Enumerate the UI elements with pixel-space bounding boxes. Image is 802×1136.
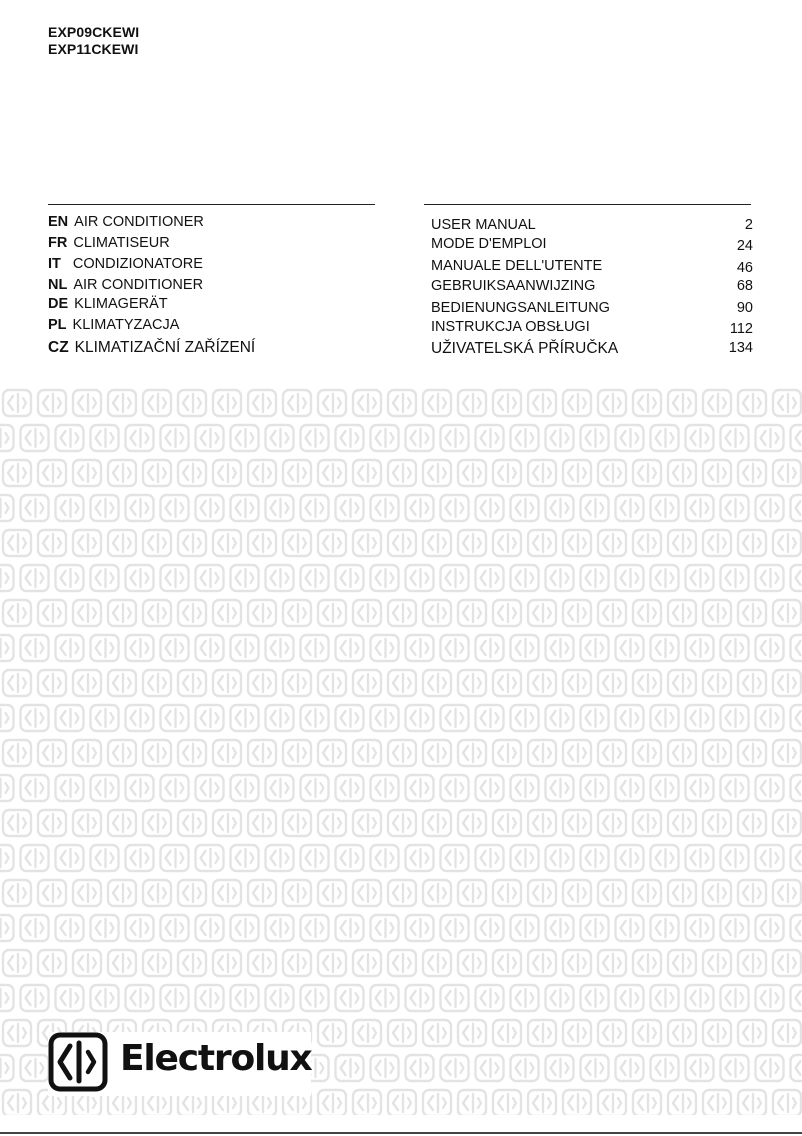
language-row: [48, 277, 203, 293]
language-row: [48, 256, 203, 272]
watermark-fill: [0, 385, 802, 1115]
brand-logo: [48, 1032, 311, 1096]
manual-title: MANUALE DELL'UTENTE: [431, 258, 603, 274]
language-code: NL: [48, 277, 68, 293]
page-number: 24: [736, 238, 753, 254]
manual-title: BEDIENUNGSANLEITUNG: [431, 300, 610, 316]
model-number: EXP09CKEWI: [48, 24, 140, 40]
model-numbers: [48, 24, 139, 58]
product-name: CONDIZIONATORE: [72, 256, 203, 272]
manual-title: UŽIVATELSKÁ PŘÍRUČKA: [431, 340, 619, 357]
divider-right: [424, 204, 751, 205]
manual-title: GEBRUIKSAANWIJZING: [431, 278, 596, 294]
language-row: [48, 339, 255, 357]
language-code: FR: [48, 235, 68, 251]
product-name: AIR CONDITIONER: [74, 214, 204, 230]
language-code: EN: [48, 214, 69, 230]
product-name: CLIMATISEUR: [73, 235, 170, 251]
divider-left: [48, 204, 375, 205]
manual-title: MODE D'EMPLOI: [431, 236, 547, 252]
language-code: IT: [48, 256, 61, 272]
model-number: EXP11CKEWI: [48, 41, 139, 57]
language-row: [48, 235, 170, 251]
language-row: [48, 317, 179, 333]
product-name: KLIMATIZAČNÍ ZAŘÍZENÍ: [74, 339, 256, 356]
bottom-edge-line: [0, 1132, 802, 1134]
language-code: DE: [48, 296, 69, 312]
manual-title: INSTRUKCJA OBSŁUGI: [431, 319, 590, 335]
language-code: PL: [48, 317, 67, 333]
logo-watermark-pattern: [0, 385, 802, 1115]
electrolux-logo-icon: [48, 1032, 108, 1092]
language-row: [48, 214, 204, 230]
page-number: 134: [728, 340, 753, 356]
product-name: KLIMATYZACJA: [72, 317, 180, 333]
page-number: 68: [736, 278, 753, 294]
language-row: [48, 296, 168, 312]
page-number: 46: [736, 260, 753, 276]
page-number: 112: [729, 321, 753, 337]
brand-name: Electrolux: [120, 1038, 312, 1079]
page-number: 2: [744, 217, 753, 233]
product-name: KLIMAGERÄT: [74, 296, 168, 312]
product-name: AIR CONDITIONER: [73, 277, 204, 293]
page-number: 90: [736, 300, 753, 316]
language-code: CZ: [48, 339, 69, 356]
manual-title: USER MANUAL: [431, 217, 536, 233]
